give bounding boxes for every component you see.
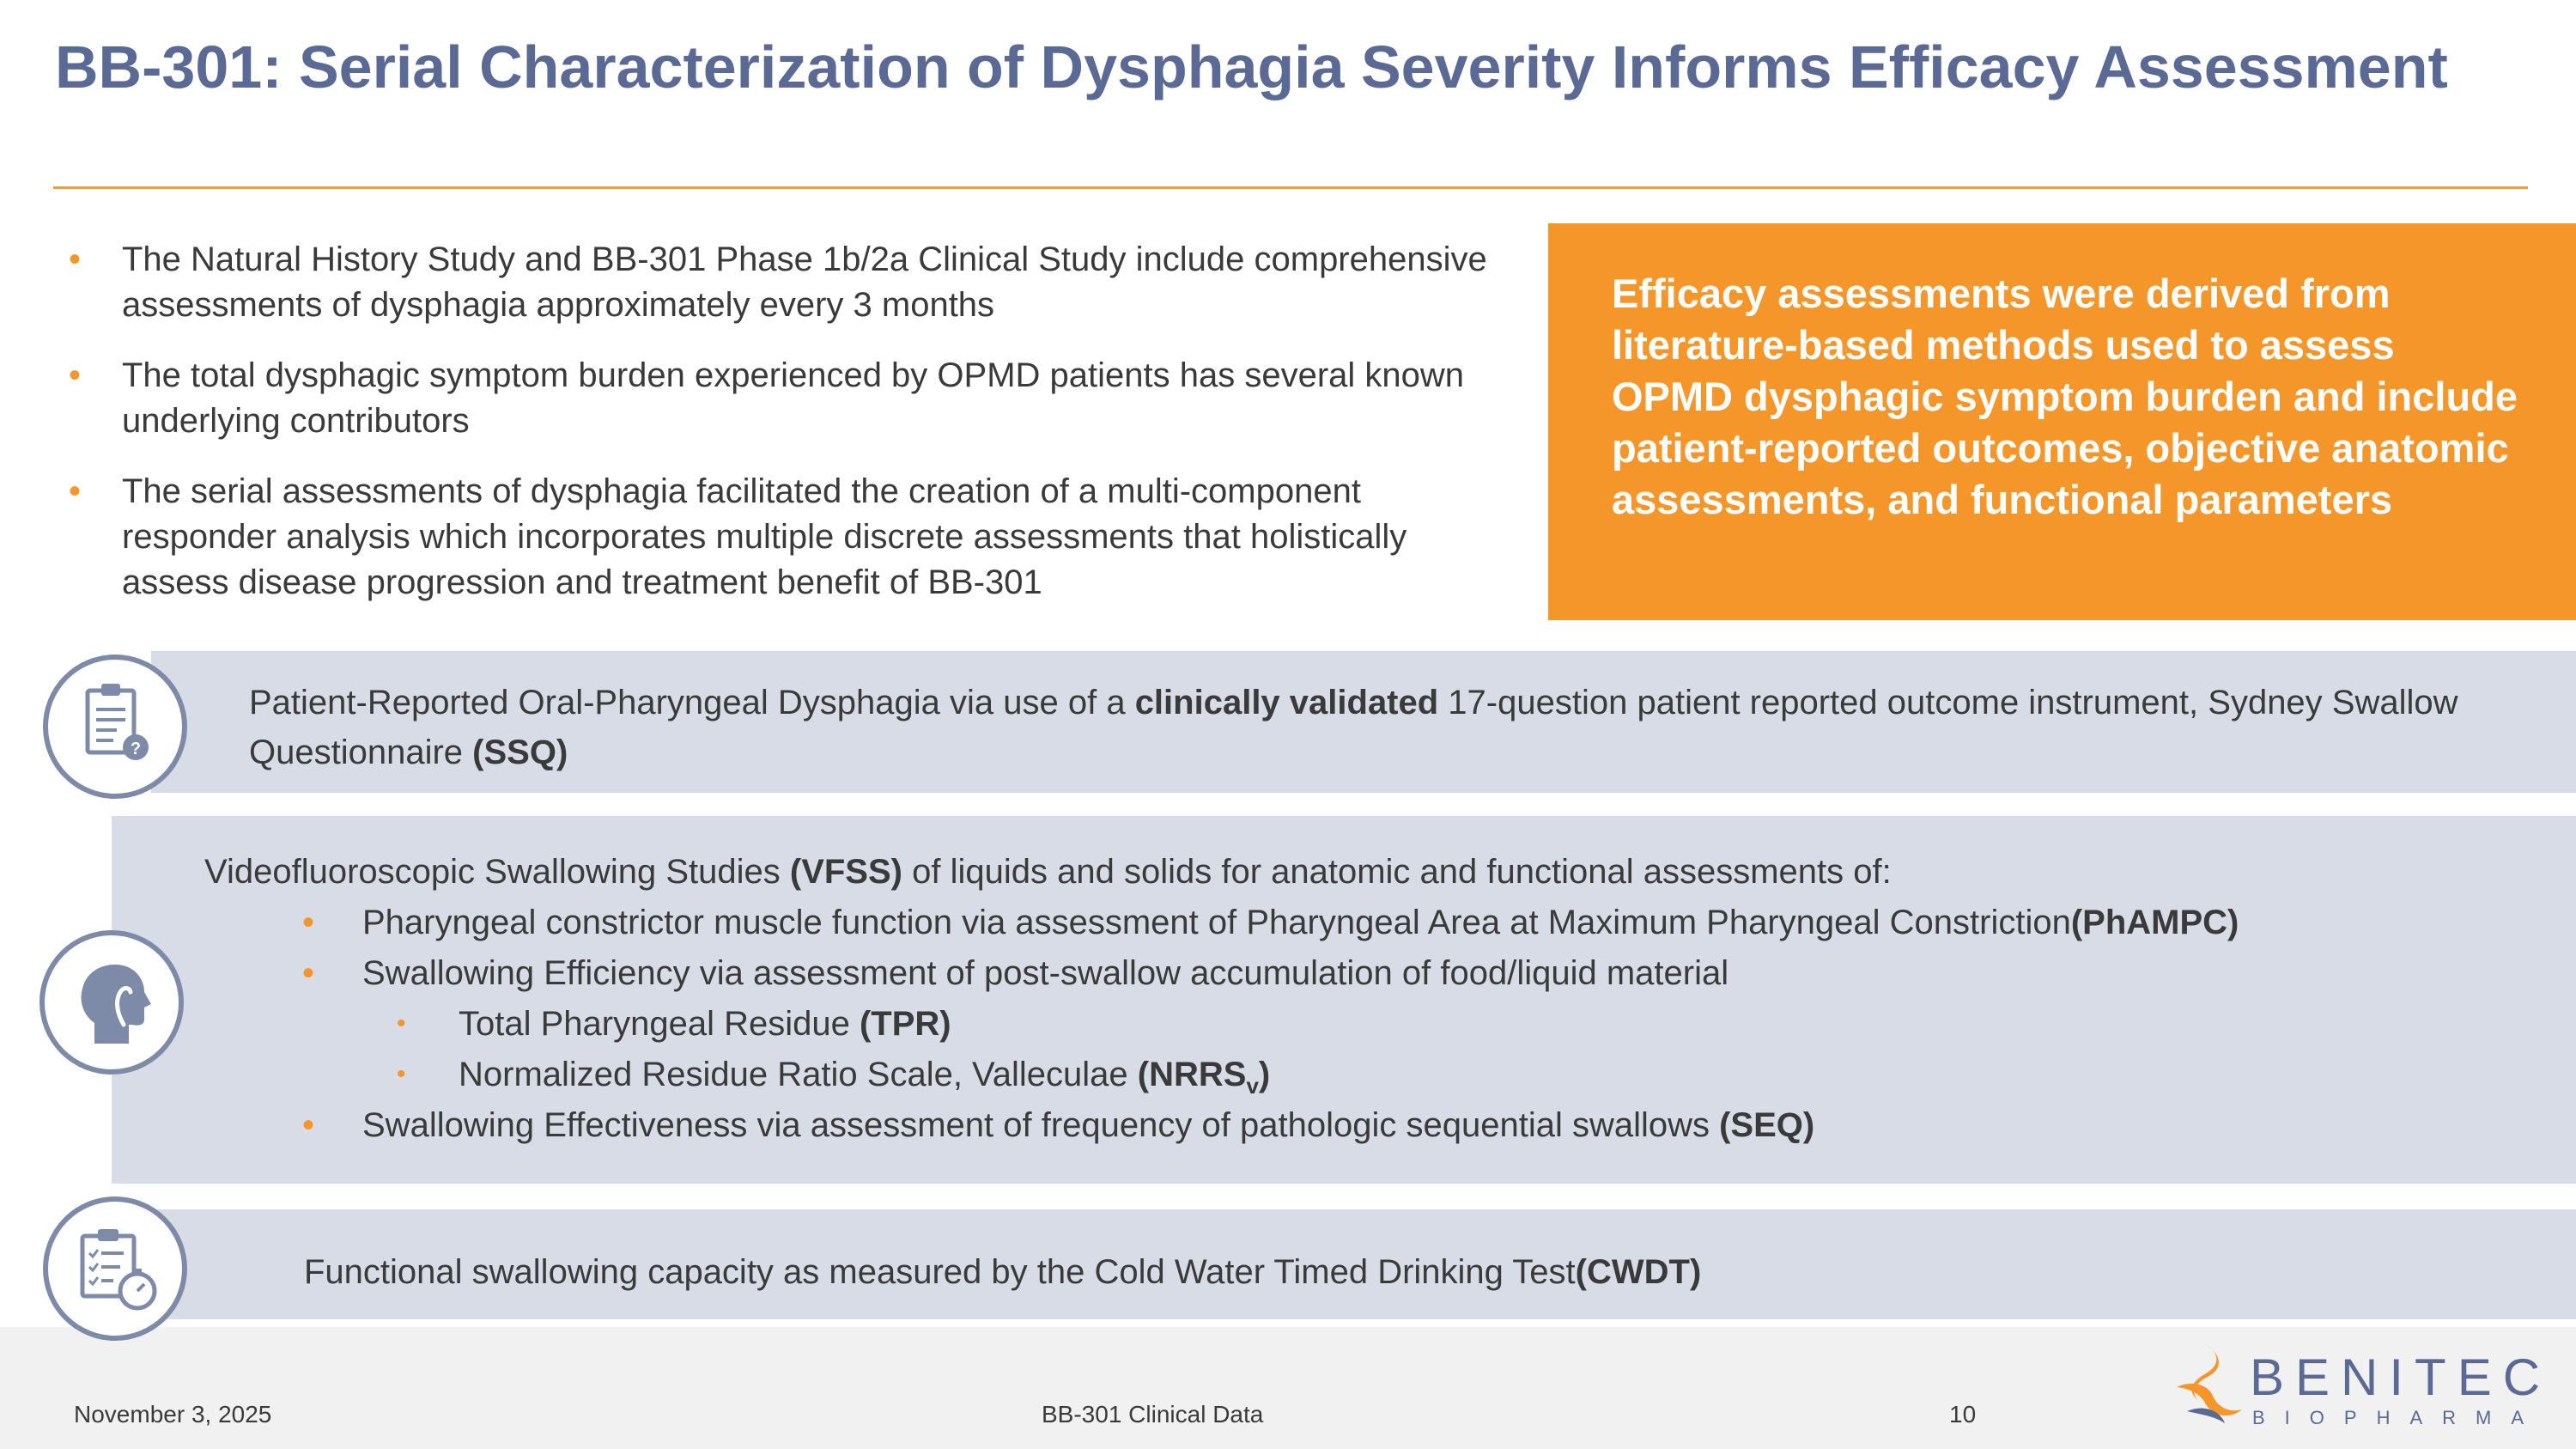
svg-text:?: ? — [130, 740, 142, 758]
vfss-item-text: Swallowing Effectiveness via assessment of frequency of pathologic sequential swallows — [362, 1106, 1720, 1144]
bullet-dot: • — [302, 904, 315, 941]
vfss-intro-pre: Videofluoroscopic Swallowing Studies — [204, 853, 790, 891]
nrrs-subscript: v — [1246, 1073, 1259, 1099]
ssq-text-pre: Patient-Reported Oral-Pharyngeal Dysphagia via use of a — [249, 684, 1135, 721]
vfss-item-effectiveness — [302, 1100, 1815, 1150]
ssq-abbreviation: (SSQ) — [472, 734, 568, 771]
callout-text: Efficacy assessments were derived from literature-based methods used to assess OPMD dysphagic symptom burden and include patient-reported outcomes, objective anatomic assessments, and functional parameters — [1612, 271, 2518, 522]
vfss-abbreviation: (VFSS) — [789, 853, 902, 891]
vfss-item-efficiency — [302, 948, 1729, 998]
bullet-dot: • — [69, 472, 82, 510]
ssq-emphasis: clinically validated — [1134, 684, 1439, 721]
nrrs-abbreviation — [1137, 1056, 1271, 1099]
nrrs-abbr-close: ) — [1258, 1056, 1271, 1093]
efficacy-callout-box — [1548, 223, 2576, 620]
intro-bullet — [69, 237, 1511, 328]
bullet-text: The total dysphagic symptom burden experienced by OPMD patients has several known underlying contributors — [122, 356, 1465, 440]
head-profile-icon — [39, 930, 184, 1075]
intro-bullet — [69, 353, 1511, 444]
vfss-subitem-text: Total Pharyngeal Residue — [459, 1005, 860, 1043]
bullet-text: The serial assessments of dysphagia facilitated the creation of a multi-component responder analysis which incorporates multiple discrete assessments that holistically assess disease progression and treatment benefit of BB-301 — [122, 472, 1407, 601]
phampc-abbreviation: (PhAMPC) — [2070, 904, 2239, 941]
vfss-item-text: Pharyngeal constrictor muscle function via assessment of Pharyngeal Area at Maximum Pharyngeal Constriction — [362, 904, 2071, 941]
intro-bullet — [69, 469, 1511, 606]
footer-title: BB-301 Clinical Data — [1042, 1401, 1264, 1428]
nrrs-abbr-text: (NRRS — [1137, 1056, 1247, 1093]
cwdt-abbreviation: (CWDT) — [1575, 1253, 1702, 1291]
vfss-subitem-text: Normalized Residue Ratio Scale, Valleculae — [459, 1056, 1138, 1093]
cwdt-description — [304, 1247, 2451, 1297]
benitec-logo-icon — [2168, 1336, 2245, 1439]
ssq-description — [249, 678, 2550, 777]
bullet-dot: • — [302, 1106, 315, 1144]
benitec-logo — [2168, 1336, 2552, 1439]
cwdt-text: Functional swallowing capacity as measured by the Cold Water Timed Drinking Test — [304, 1253, 1576, 1291]
page-number: 10 — [1949, 1401, 1977, 1428]
intro-bullet-list — [69, 237, 1511, 630]
ssq-text-post: 17-question patient reported outcome instrument, Sydney Swallow Questionnaire — [249, 684, 2458, 771]
bullet-text: The Natural History Study and BB-301 Phase 1b/2a Clinical Study include comprehensive assessments of dysphagia approximately every 3 months — [122, 240, 1487, 324]
seq-abbreviation: (SEQ) — [1719, 1106, 1815, 1144]
vfss-intro — [204, 847, 2523, 897]
logo-wordmark: BENITEC — [2250, 1349, 2552, 1406]
bullet-dot: • — [302, 954, 315, 992]
clipboard-question-icon — [43, 654, 187, 799]
footer-date: November 3, 2025 — [74, 1401, 272, 1428]
logo-subtitle: BIOPHARMA — [2252, 1407, 2544, 1428]
vfss-item-text: Swallowing Efficiency via assessment of post-swallow accumulation of food/liquid material — [362, 954, 1729, 992]
vfss-intro-post: of liquids and solids for anatomic and functional assessments of: — [902, 853, 1892, 891]
tpr-abbreviation: (TPR) — [859, 1005, 951, 1043]
bullet-dot: • — [397, 1060, 406, 1088]
title-divider — [53, 186, 2528, 189]
clipboard-timer-icon — [43, 1196, 187, 1341]
bullet-dot: • — [397, 1009, 406, 1038]
bullet-dot: • — [69, 356, 82, 394]
vfss-item-phampc — [302, 898, 2239, 947]
bullet-dot: • — [69, 240, 82, 278]
vfss-subitem-tpr — [397, 999, 951, 1049]
page-title: BB-301: Serial Characterization of Dysphagia Severity Informs Efficacy Assessment — [55, 33, 2448, 100]
